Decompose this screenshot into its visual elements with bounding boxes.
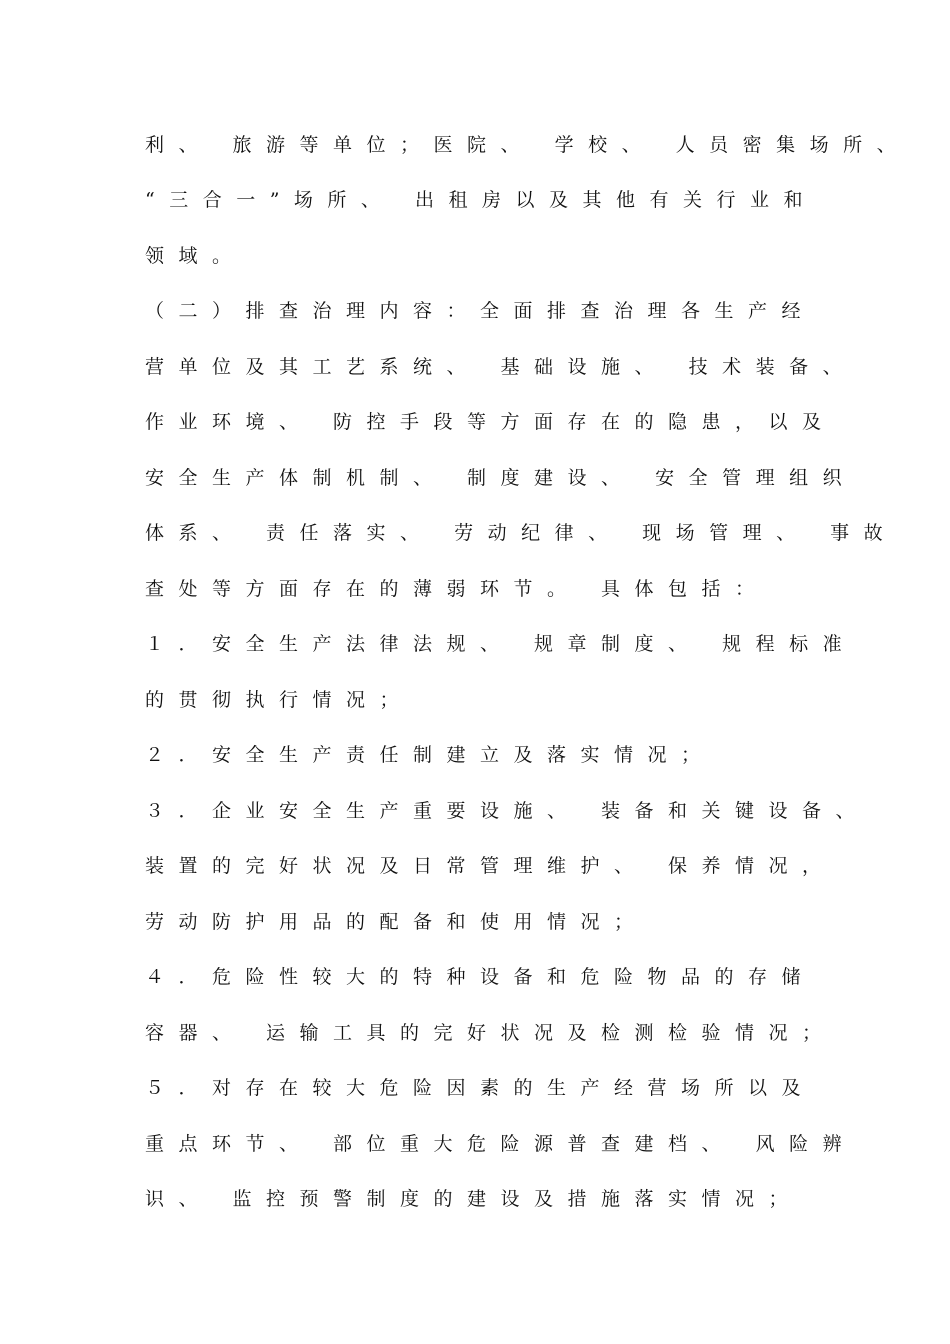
text-line: “三合一”场所、 出租房以及其他有关行业和 <box>145 189 817 211</box>
text-line: ４．危险性较大的特种设备和危险物品的存储 <box>145 966 816 988</box>
text-line: （二）排查治理内容：全面排查治理各生产经 <box>145 300 816 322</box>
text-line: 劳动防护用品的配备和使用情况； <box>145 911 648 933</box>
text-line: 安全生产体制机制、 制度建设、 安全管理组织 <box>145 467 857 489</box>
text-line: 装置的完好状况及日常管理维护、 保养情况， <box>145 855 836 877</box>
text-line: ３．企业安全生产重要设施、 装备和关键设备、 <box>145 800 870 822</box>
text-line: 领域。 <box>145 245 246 267</box>
text-line: 查处等方面存在的薄弱环节。 具体包括： <box>145 578 769 600</box>
text-line: １．安全生产法律法规、 规章制度、 规程标准 <box>145 633 857 655</box>
text-line: ２．安全生产责任制建立及落实情况； <box>145 744 715 766</box>
text-line: 利、 旅游等单位；医院、 学校、 人员密集场所、 <box>145 134 911 156</box>
text-line: 作业环境、 防控手段等方面存在的隐患，以及 <box>145 411 836 433</box>
text-line: 重点环节、 部位重大危险源普查建档、 风险辨 <box>145 1133 857 1155</box>
text-line: 的贯彻执行情况； <box>145 689 414 711</box>
text-line: 容器、 运输工具的完好状况及检测检验情况； <box>145 1022 836 1044</box>
text-line: 营单位及其工艺系统、 基础设施、 技术装备、 <box>145 356 857 378</box>
text-line: ５．对存在较大危险因素的生产经营场所以及 <box>145 1077 816 1099</box>
text-line: 体系、 责任落实、 劳动纪律、 现场管理、 事故 <box>145 522 898 544</box>
text-line: 识、 监控预警制度的建设及措施落实情况； <box>145 1188 803 1210</box>
